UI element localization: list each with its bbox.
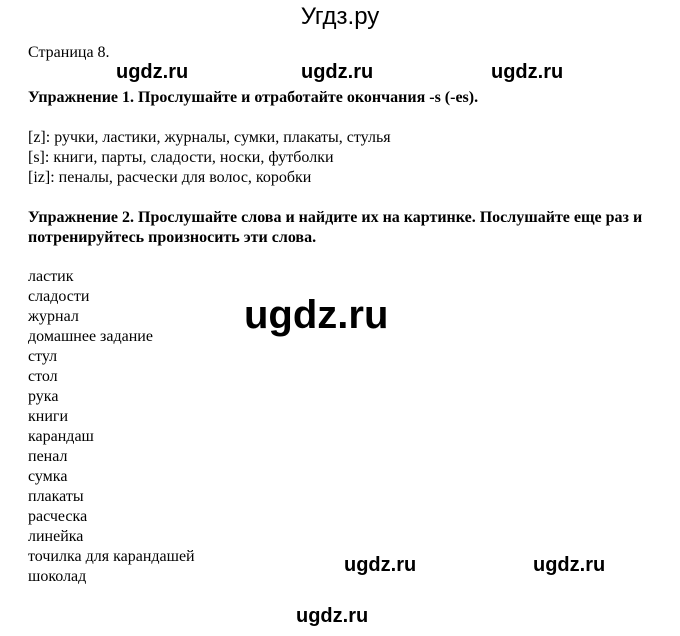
exercise-1-line: [iz]: пеналы, расчески для волос, коробки <box>28 169 312 186</box>
watermark: ugdz.ru <box>344 554 417 576</box>
word-item: линейка <box>28 528 84 545</box>
exercise-1-line: [s]: книги, парты, сладости, носки, футболки <box>28 149 334 166</box>
word-item: ластик <box>28 268 74 285</box>
exercise-1-lines <box>28 128 391 188</box>
word-item: книги <box>28 408 69 425</box>
watermark: ugdz.ru <box>296 605 369 627</box>
word-item: рука <box>28 388 59 405</box>
watermark: ugdz.ru <box>244 293 389 337</box>
page-label: Страница 8. <box>28 44 110 61</box>
watermark: ugdz.ru <box>301 61 374 83</box>
exercise-1-line: [z]: ручки, ластики, журналы, сумки, плакаты, стулья <box>28 129 391 146</box>
word-item: стол <box>28 368 58 385</box>
word-item: расческа <box>28 508 88 525</box>
site-title: Угдз.ру <box>300 3 380 30</box>
word-item: домашнее задание <box>28 328 153 345</box>
word-item: шоколад <box>28 568 87 585</box>
watermark: ugdz.ru <box>533 554 606 576</box>
word-item: плакаты <box>28 488 84 505</box>
word-item: пенал <box>28 448 68 465</box>
exercise-2-word-list <box>28 267 195 587</box>
watermark: ugdz.ru <box>491 61 564 83</box>
word-item: журнал <box>28 308 79 325</box>
word-item: сладости <box>28 288 90 305</box>
exercise-2-heading: Упражнение 2. Прослушайте слова и найдите их на картинке. Послушайте еще раз и потренируйтесь произносить эти слова. <box>28 209 643 246</box>
watermark: ugdz.ru <box>116 61 189 83</box>
word-item: стул <box>28 348 58 365</box>
word-item: сумка <box>28 468 68 485</box>
word-item: карандаш <box>28 428 94 445</box>
exercise-1-heading: Упражнение 1. Прослушайте и отработайте окончания -s (-es). <box>28 89 479 106</box>
word-item: точилка для карандашей <box>28 548 195 565</box>
